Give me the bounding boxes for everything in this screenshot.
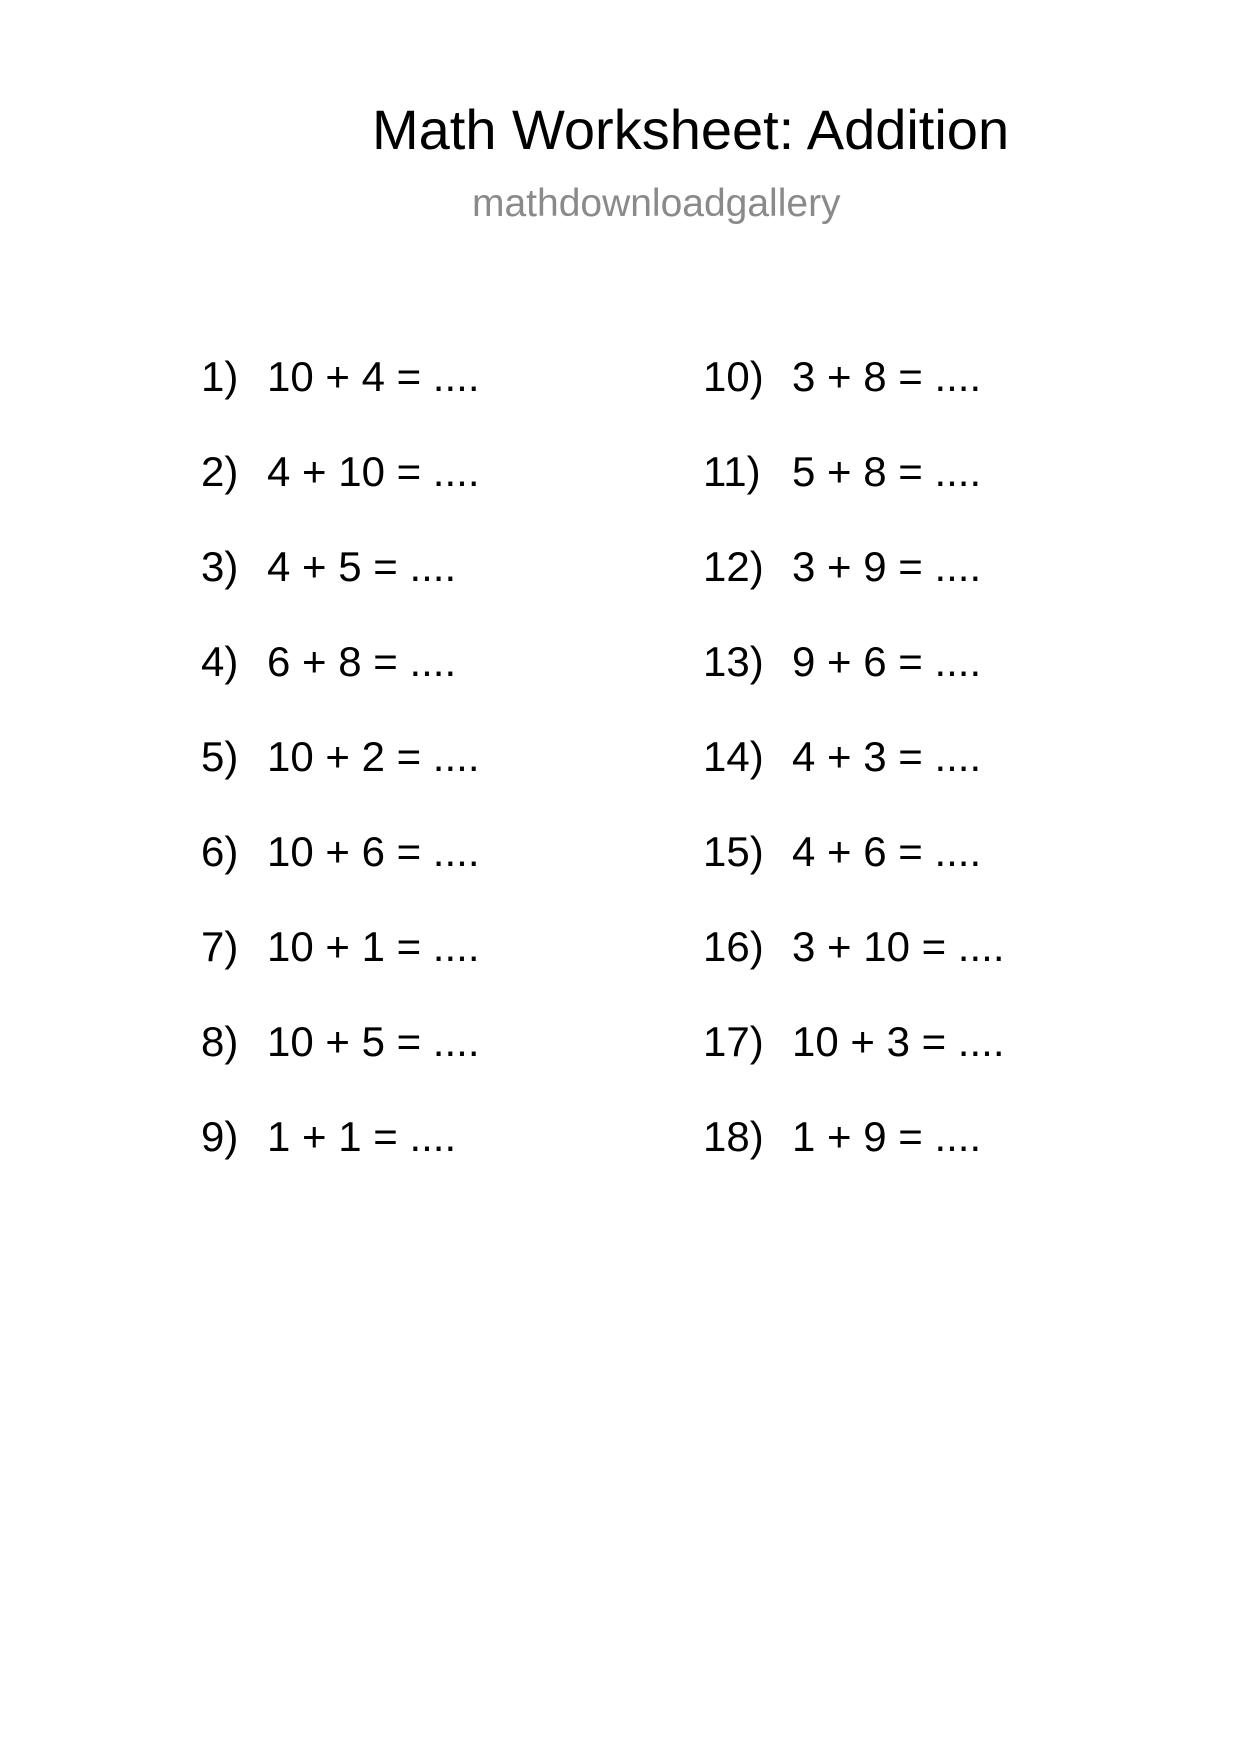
problem-expression: 10 + 4 = ....: [267, 353, 480, 400]
problem-expression: 5 + 8 = ....: [792, 448, 982, 495]
problem-expression: 10 + 1 = ....: [267, 923, 480, 970]
problem-number: 8): [201, 1018, 239, 1065]
page-title: Math Worksheet: Addition: [372, 98, 1010, 161]
problem-number: 11): [703, 448, 761, 495]
problem-expression: 4 + 5 = ....: [267, 543, 457, 590]
problem-expression: 10 + 6 = ....: [267, 828, 480, 875]
problem-number: 7): [201, 923, 239, 970]
problem-item: [703, 732, 1004, 827]
problem-item: [703, 1017, 1004, 1112]
problem-number: 9): [201, 1113, 239, 1160]
problem-item: [201, 1112, 479, 1207]
problem-expression: 3 + 10 = ....: [792, 923, 1005, 970]
problem-number: 6): [201, 828, 239, 875]
problem-item: [201, 447, 479, 542]
problem-number: 2): [201, 448, 239, 495]
problem-item: [201, 922, 479, 1017]
problem-expression: 10 + 3 = ....: [792, 1018, 1005, 1065]
problem-expression: 4 + 6 = ....: [792, 828, 982, 875]
problem-number: 10): [703, 353, 764, 400]
problem-item: [703, 352, 1004, 447]
problem-expression: 1 + 1 = ....: [267, 1113, 457, 1160]
problem-item: [703, 542, 1004, 637]
problem-number: 3): [201, 543, 239, 590]
problem-expression: 6 + 8 = ....: [267, 638, 457, 685]
problem-item: [201, 542, 479, 637]
problem-expression: 3 + 8 = ....: [792, 353, 982, 400]
problem-item: [703, 637, 1004, 732]
problems-left-column: [201, 352, 479, 1207]
problem-number: 18): [703, 1113, 764, 1160]
problem-number: 12): [703, 543, 764, 590]
problem-item: [703, 827, 1004, 922]
problem-expression: 3 + 9 = ....: [792, 543, 982, 590]
problem-item: [201, 732, 479, 827]
problem-number: 14): [703, 733, 764, 780]
problem-item: [703, 922, 1004, 1017]
problem-number: 4): [201, 638, 239, 685]
problem-expression: 10 + 2 = ....: [267, 733, 480, 780]
problem-number: 17): [703, 1018, 764, 1065]
problem-item: [201, 637, 479, 732]
problem-expression: 4 + 3 = ....: [792, 733, 982, 780]
problem-item: [703, 447, 1004, 542]
problem-number: 13): [703, 638, 764, 685]
problem-item: [201, 1017, 479, 1112]
problem-number: 1): [201, 353, 239, 400]
problem-item: [703, 1112, 1004, 1207]
problem-number: 16): [703, 923, 764, 970]
problem-number: 5): [201, 733, 239, 780]
problem-number: 15): [703, 828, 764, 875]
problem-expression: 1 + 9 = ....: [792, 1113, 982, 1160]
page-subtitle: mathdownloadgallery: [472, 182, 841, 225]
problem-expression: 4 + 10 = ....: [267, 448, 480, 495]
problem-item: [201, 352, 479, 447]
problem-item: [201, 827, 479, 922]
problem-expression: 9 + 6 = ....: [792, 638, 982, 685]
problem-expression: 10 + 5 = ....: [267, 1018, 480, 1065]
problems-right-column: [703, 352, 1004, 1207]
